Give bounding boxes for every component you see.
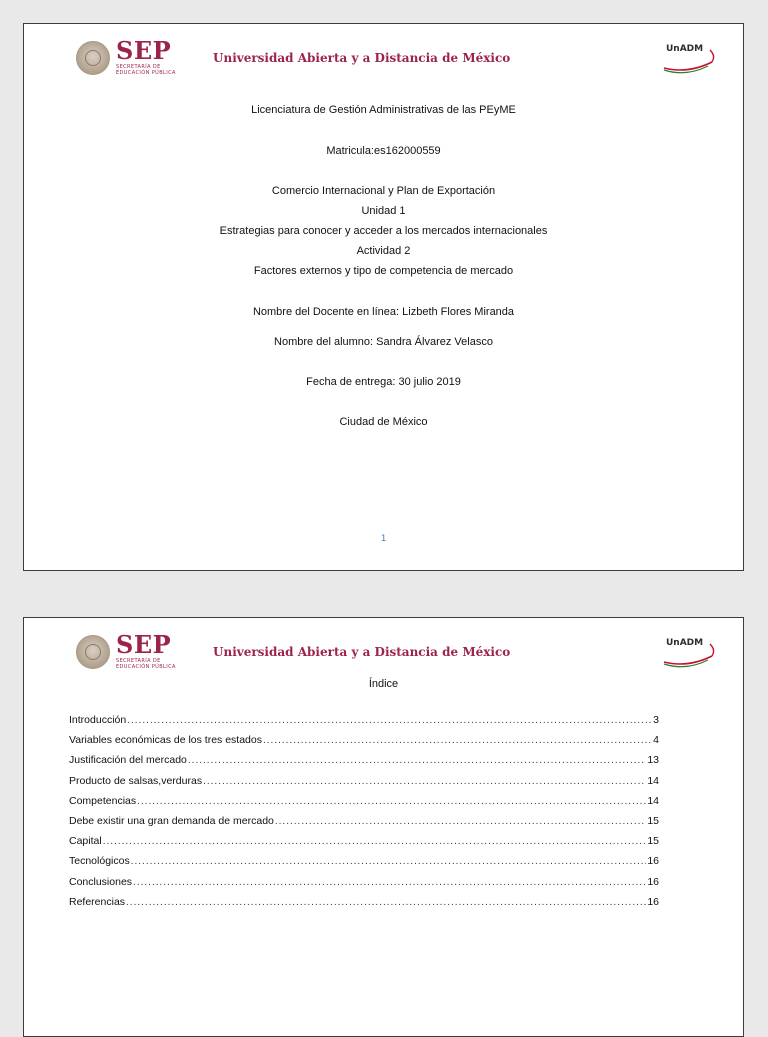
toc-entry[interactable] <box>69 815 659 835</box>
toc-entry-page: 16 <box>647 855 659 868</box>
unadm-wordmark: UnADM <box>666 44 704 54</box>
toc-dot-leader <box>131 855 647 868</box>
toc-entry-page: 14 <box>647 794 659 807</box>
toc-entry-label: Variables económicas de los tres estados <box>69 734 262 747</box>
toc-dot-leader <box>203 775 646 788</box>
toc-dot-leader <box>126 896 646 909</box>
national-seal-icon <box>76 635 110 669</box>
toc-entry-page: 16 <box>647 875 659 888</box>
sep-logo: SEP <box>116 630 172 659</box>
page-header <box>24 618 743 678</box>
toc-entry-page: 3 <box>653 714 659 726</box>
page-number: 1 <box>380 534 387 544</box>
toc-dot-leader <box>133 876 646 889</box>
toc-dot-leader <box>275 815 646 828</box>
toc-entry-page: 16 <box>647 895 659 908</box>
sep-logo: SEP <box>116 36 172 65</box>
unadm-logo <box>660 44 716 74</box>
unadm-logo <box>660 638 716 668</box>
toc-dot-leader <box>127 714 652 727</box>
toc-dot-leader <box>103 835 647 848</box>
city-line: Ciudad de México <box>339 416 428 428</box>
degree-line: Licenciatura de Gestión Administrativas de las PEyME <box>251 104 516 116</box>
national-seal-icon <box>76 41 110 75</box>
toc-entry-label: Introducción <box>69 714 127 726</box>
toc-entry-page: 15 <box>647 814 659 827</box>
matricula-line: Matricula:es162000559 <box>326 145 441 157</box>
unit-line: Unidad 1 <box>361 205 406 217</box>
university-name: Universidad Abierta y a Distancia de México <box>213 645 511 659</box>
toc-dot-leader <box>263 734 652 747</box>
teacher-line: Nombre del Docente en línea: Lizbeth Flores Miranda <box>252 306 515 318</box>
toc-entry[interactable] <box>69 855 659 875</box>
toc-entry[interactable] <box>69 876 659 896</box>
toc-entry-label: Justificación del mercado <box>69 754 187 767</box>
university-name: Universidad Abierta y a Distancia de México <box>213 51 511 65</box>
index-title: Índice <box>368 678 399 690</box>
toc-entry[interactable] <box>69 835 659 855</box>
toc-dot-leader <box>188 754 646 767</box>
toc-entry-label: Producto de salsas,verduras <box>69 774 203 787</box>
toc-entry-label: Capital <box>69 835 102 848</box>
unit-title-line: Estrategias para conocer y acceder a los mercados internacionales <box>219 225 548 237</box>
toc-entry-page: 15 <box>647 835 659 848</box>
toc-entry-label: Referencias <box>69 895 126 908</box>
document-page-2 <box>23 617 744 1037</box>
table-of-contents <box>69 714 659 916</box>
toc-entry-label: Debe existir una gran demanda de mercado <box>69 814 274 827</box>
toc-entry[interactable] <box>69 795 659 815</box>
toc-entry[interactable] <box>69 714 659 734</box>
toc-entry[interactable] <box>69 754 659 774</box>
toc-entry-page: 4 <box>653 734 659 747</box>
toc-dot-leader <box>137 795 646 808</box>
toc-entry-page: 14 <box>647 774 659 787</box>
activity-line: Actividad 2 <box>356 245 411 257</box>
sep-subtitle: SECRETARÍA DE EDUCACIÓN PÚBLICA <box>116 658 176 670</box>
toc-entry-page: 13 <box>647 754 659 767</box>
unadm-wordmark: UnADM <box>666 638 704 648</box>
toc-entry[interactable] <box>69 775 659 795</box>
toc-entry-label: Competencias <box>69 794 137 807</box>
toc-entry-label: Tecnológicos <box>69 855 130 868</box>
toc-entry[interactable] <box>69 734 659 754</box>
student-line: Nombre del alumno: Sandra Álvarez Velasco <box>274 336 493 348</box>
sep-subtitle: SECRETARÍA DE EDUCACIÓN PÚBLICA <box>116 64 176 76</box>
document-page-1 <box>23 23 744 571</box>
activity-title-line: Factores externos y tipo de competencia de mercado <box>253 265 514 277</box>
page-header <box>24 24 743 84</box>
toc-entry-label: Conclusiones <box>69 875 133 888</box>
toc-entry[interactable] <box>69 896 659 916</box>
due-date-line: Fecha de entrega: 30 julio 2019 <box>306 376 461 388</box>
course-line: Comercio Internacional y Plan de Exportación <box>271 185 496 197</box>
